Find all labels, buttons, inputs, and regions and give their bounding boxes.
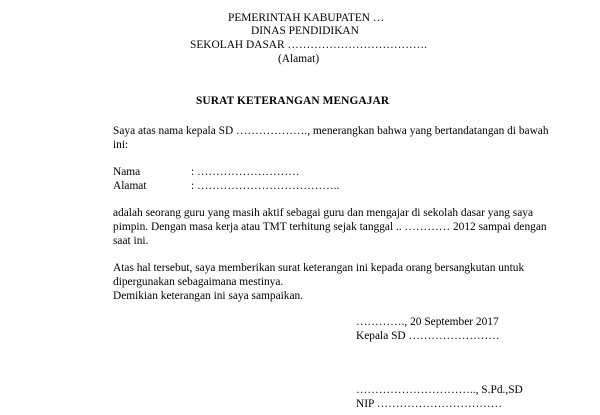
- letter-title: SURAT KETERANGAN MENGAJAR: [196, 95, 390, 107]
- statement-line-2: pimpin. Dengan masa kerja atau TMT terhitung sejak tanggal .. ………… 2012 sampai dengan: [113, 221, 547, 233]
- signature-date: …………., 20 September 2017: [356, 316, 499, 328]
- field-name-label: Nama: [113, 166, 141, 178]
- header-government: PEMERINTAH KABUPATEN …: [228, 12, 385, 24]
- header-school: SEKOLAH DASAR ……………………………….: [190, 39, 427, 51]
- closing-line-1: Atas hal tersebut, saya memberikan surat keterangan ini kepada orang bersangkutan untuk: [113, 262, 525, 274]
- field-address-label: Alamat: [113, 180, 147, 192]
- signature-position: Kepala SD ……………………: [356, 330, 500, 342]
- header-department: DINAS PENDIDIKAN: [251, 25, 359, 37]
- closing-line-2: dipergunakan sebagaimana mestinya.: [113, 276, 284, 288]
- field-address-value: : ………………………………..: [191, 180, 340, 192]
- header-address: (Alamat): [278, 53, 320, 65]
- field-name-value: : ………………………: [191, 166, 300, 178]
- statement-line-3: saat ini.: [113, 235, 149, 247]
- signature-nip: NIP ……………………………: [356, 398, 503, 410]
- opening-line-2: ini:: [113, 139, 129, 151]
- closing-line-3: Demikian keterangan ini saya sampaikan.: [113, 290, 304, 302]
- signature-name: ………………………….., S.Pd.,SD: [356, 384, 523, 396]
- statement-line-1: adalah seorang guru yang masih aktif sebagai guru dan mengajar di sekolah dasar yang saya: [113, 207, 534, 219]
- opening-line-1: Saya atas nama kepala SD ………………., menerangkan bahwa yang bertandatangan di bawah: [113, 125, 549, 137]
